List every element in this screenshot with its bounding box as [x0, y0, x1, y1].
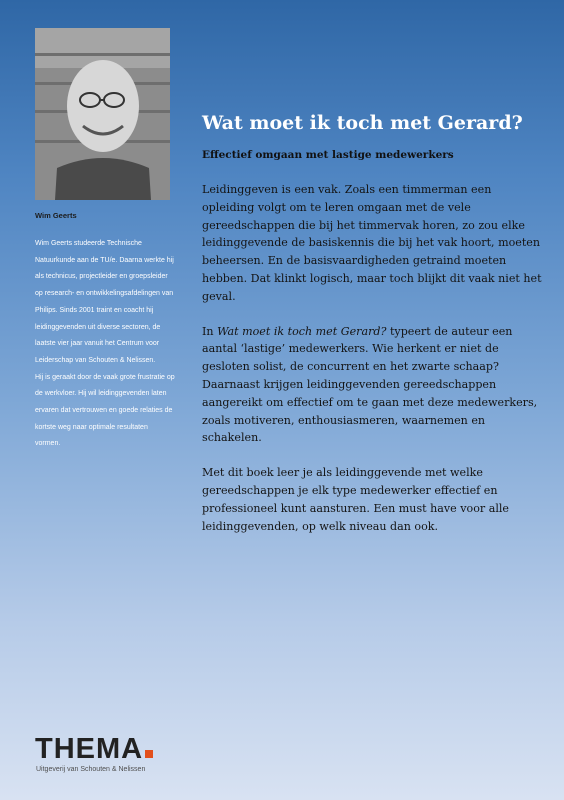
description-paragraph-2-suffix: typeert de auteur een aantal ‘lastige’ medewerkers. Wie herkent er niet de gesloten solist, de concurrent en het zwarte schaap? Daarnaast krijgen leidinggevenden gereedschappen aangereikt om effectief om te gaan met deze medewerkers, zoals motiveren, enthousiasmeren, waarnemen en schakelen.: [202, 324, 538, 445]
author-bio-paragraph-1: Wim Geerts studeerde Technische Natuurkunde aan de TU/e. Daarna werkte hij als technicus, projectleider en groepsleider op research- en ontwikkelingsafdelingen van Philips. Sinds 2001 traint en coacht hij leidinggevenden uit diverse sectoren, de laatste vier jaar vanuit het Centrum voor Leiderschap van Schouten & Nelissen.: [35, 240, 174, 364]
description-paragraph-3: Met dit boek leer je als leidinggevende met welke gereedschappen je elk type medewerker effectief en professioneel kunt aansturen. Een must have voor alle leidinggevenden, op welk niveau dan ook.: [202, 466, 509, 533]
author-bio: [35, 236, 175, 453]
book-description: [202, 181, 542, 552]
author-photo-illustration: [35, 28, 170, 200]
publisher-dot-icon: [145, 750, 153, 758]
description-paragraph-2-prefix: In: [202, 324, 218, 338]
author-name: Wim Geerts: [35, 211, 77, 220]
book-title: Wat moet ik toch met Gerard?: [202, 112, 523, 134]
publisher-logo: [35, 735, 153, 773]
author-bio-paragraph-2: Hij is geraakt door de vaak grote frustratie op de werkvloer. Hij wil leidinggevenden laten ervaren dat vertrouwen en goede relaties de kortste weg naar optimale resultaten vormen.: [35, 373, 175, 448]
publisher-subtitle: Uitgeverij van Schouten & Nelissen: [36, 766, 146, 773]
author-photo: [35, 28, 170, 200]
description-paragraph-2-title: Wat moet ik toch met Gerard?: [217, 324, 387, 338]
description-paragraph-1: Leidinggeven is een vak. Zoals een timmerman een opleiding volgt om te leren omgaan met de vele gereedschappen die bij het timmervak horen, zo zou elke leidinggevende de basiskennis die bij het vak hoort, moeten beheersen. En de basisvaardigheden getraind moeten hebben. Dat klinkt logisch, maar toch blijkt dit vaak niet het geval.: [202, 183, 542, 303]
description-paragraph-2: [202, 323, 542, 448]
book-subtitle: Effectief omgaan met lastige medewerkers: [202, 149, 454, 161]
publisher-wordmark: THEMA: [35, 733, 144, 765]
